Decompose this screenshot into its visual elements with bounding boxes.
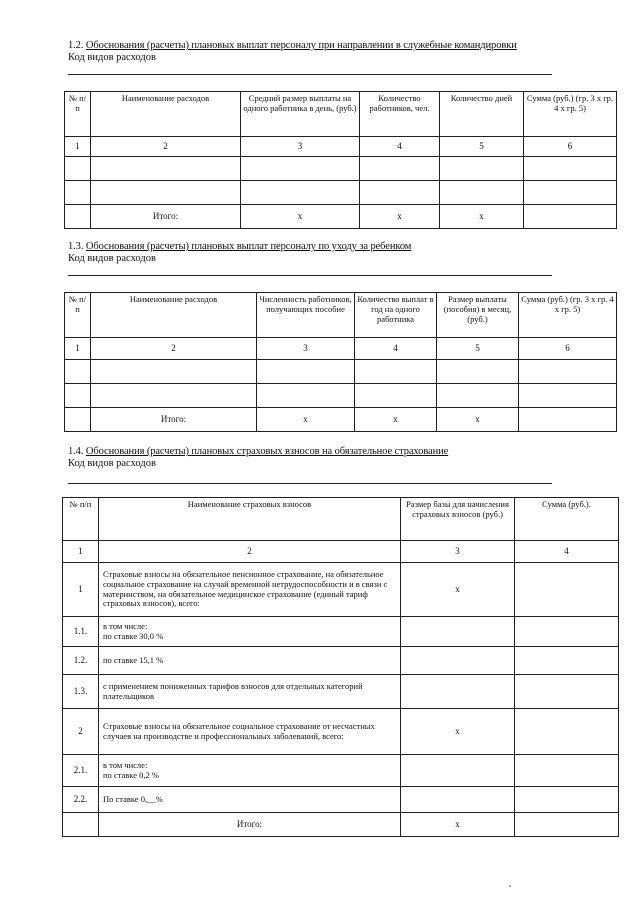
header-cell: № п/п [63,498,99,541]
empty-cell[interactable] [355,360,437,384]
table-row [65,181,617,205]
empty-cell[interactable] [360,181,440,205]
column-number: 1 [65,137,91,157]
empty-cell [65,205,91,229]
header-cell: Количество выплат в год на одного работника [355,293,437,338]
section-title: Обоснования (расчеты) плановых выплат персоналу при направлении в служебные командировки [85,40,517,51]
column-number: 5 [440,137,524,157]
sum-cell[interactable] [515,563,619,617]
empty-cell[interactable] [65,360,91,384]
header-cell: Количество дней [440,92,524,137]
total-sum-cell[interactable] [519,408,617,432]
empty-cell[interactable] [524,181,617,205]
empty-cell[interactable] [65,157,91,181]
section-title: Обоснования (расчеты) плановых страховых взносов на обязательное страхование [85,446,449,457]
total-mark: x [401,813,515,837]
column-number: 1 [63,541,99,563]
row-description: в том числе: по ставке 0,2 % [99,755,401,787]
base-cell[interactable] [401,617,515,647]
empty-cell[interactable] [437,384,519,408]
row-description: Страховые взносы на обязательное социальное страхование от несчастных случаев на производстве и профессиональных заболеваний, всего: [99,709,401,755]
sum-cell[interactable] [515,647,619,675]
table-row [65,360,617,384]
empty-cell[interactable] [91,384,257,408]
row-number: 1.3. [63,675,99,709]
total-label: Итого: [99,813,401,837]
empty-cell[interactable] [241,181,360,205]
empty-cell[interactable] [91,360,257,384]
total-mark: x [257,408,355,432]
row-description: в том числе: по ставке 30,0 % [99,617,401,647]
total-mark: x [355,408,437,432]
total-label: Итого: [91,408,257,432]
column-number: 3 [257,338,355,360]
column-number: 1 [65,338,91,360]
empty-cell[interactable] [91,157,241,181]
sum-cell[interactable] [515,617,619,647]
header-cell: Сумма (руб.). [515,498,619,541]
section-number: 1.3. [68,241,84,252]
base-cell: x [401,709,515,755]
total-row [65,205,617,229]
header-cell: Размер выплаты (пособия) в месяц, (руб.) [437,293,519,338]
row-number: 1.1. [63,617,99,647]
table-row [63,755,619,787]
header-cell: Численность работников, получающих пособие [257,293,355,338]
expense-code-field[interactable] [68,74,552,75]
header-cell: Наименование расходов [91,293,257,338]
column-number: 4 [360,137,440,157]
row-description: с применением пониженных тарифов взносов для отдельных категорий плательщиков [99,675,401,709]
total-mark: x [360,205,440,229]
total-sum-cell[interactable] [515,813,619,837]
sum-cell[interactable] [515,675,619,709]
column-number: 6 [519,338,617,360]
header-cell: Количество работников, чел. [360,92,440,137]
section-number: 1.2. [68,40,84,51]
empty-cell[interactable] [91,181,241,205]
empty-cell[interactable] [437,360,519,384]
empty-cell[interactable] [241,157,360,181]
header-cell: № п/п [65,92,91,137]
header-cell: Наименование расходов [91,92,241,137]
table-row [63,647,619,675]
table-row [63,787,619,813]
empty-cell[interactable] [257,384,355,408]
column-number: 2 [99,541,401,563]
expense-code-label: Код видов расходов [68,253,156,264]
section-1-2-heading [68,40,517,51]
empty-cell[interactable] [440,157,524,181]
sum-cell[interactable] [515,787,619,813]
row-description: по ставке 15,1 % [99,647,401,675]
table-row [63,563,619,617]
empty-cell [65,408,91,432]
header-cell: Наименование страховых взносов [99,498,401,541]
table-row [65,384,617,408]
base-cell[interactable] [401,755,515,787]
total-row [63,813,619,837]
base-cell[interactable] [401,787,515,813]
total-mark: x [440,205,524,229]
insurance-contributions-table [62,497,619,837]
total-label: Итого: [91,205,241,229]
table-row [63,617,619,647]
empty-cell[interactable] [524,157,617,181]
section-number: 1.4. [68,446,84,457]
table-row [65,157,617,181]
column-number: 5 [437,338,519,360]
base-cell[interactable] [401,675,515,709]
column-number: 4 [355,338,437,360]
section-1-4-heading [68,446,448,457]
column-number: 2 [91,137,241,157]
base-cell[interactable] [401,647,515,675]
expense-code-label: Код видов расходов [68,52,156,63]
total-sum-cell[interactable] [524,205,617,229]
header-cell: Сумма (руб.) (гр. 3 x гр. 4 x гр. 5) [519,293,617,338]
empty-cell[interactable] [440,181,524,205]
sum-cell[interactable] [515,755,619,787]
header-cell: Средний размер выплаты на одного работника в день, (руб.) [241,92,360,137]
base-cell: x [401,563,515,617]
column-number: 3 [401,541,515,563]
empty-cell[interactable] [355,384,437,408]
column-number: 6 [524,137,617,157]
total-mark: x [241,205,360,229]
header-cell: № п/п [65,293,91,338]
row-number: 1.2. [63,647,99,675]
empty-cell[interactable] [519,384,617,408]
total-mark: x [437,408,519,432]
empty-cell[interactable] [65,181,91,205]
empty-cell[interactable] [257,360,355,384]
total-row [65,408,617,432]
empty-cell[interactable] [65,384,91,408]
row-number: 2 [63,709,99,755]
header-cell: Сумма (руб.) (гр. 3 x гр. 4 x гр. 5) [524,92,617,137]
row-number: 1 [63,563,99,617]
expense-code-field[interactable] [68,483,552,484]
expense-code-label: Код видов расходов [68,458,156,469]
header-cell: Размер базы для начисления страховых взносов (руб.) [401,498,515,541]
row-description: Страховые взносы на обязательное пенсионное страхование, на обязательное социальное страхование на случай временной нетрудоспособности и в связи с материнством, на обязательное медицинское страхование (единый тариф страховых взносов), всего: [99,563,401,617]
column-number: 4 [515,541,619,563]
expense-code-field[interactable] [68,275,552,276]
childcare-payments-table [64,292,617,432]
table-row [63,675,619,709]
empty-cell [63,813,99,837]
scan-speck [509,885,511,887]
sum-cell[interactable] [515,709,619,755]
column-number: 3 [241,137,360,157]
column-number: 2 [91,338,257,360]
table-row [63,709,619,755]
travel-expenses-table [64,91,617,229]
row-number: 2.2. [63,787,99,813]
empty-cell[interactable] [519,360,617,384]
row-number: 2.1. [63,755,99,787]
section-title: Обоснования (расчеты) плановых выплат персоналу по уходу за ребенком [85,241,412,252]
empty-cell[interactable] [360,157,440,181]
row-description: По ставке 0,__% [99,787,401,813]
section-1-3-heading [68,241,411,252]
